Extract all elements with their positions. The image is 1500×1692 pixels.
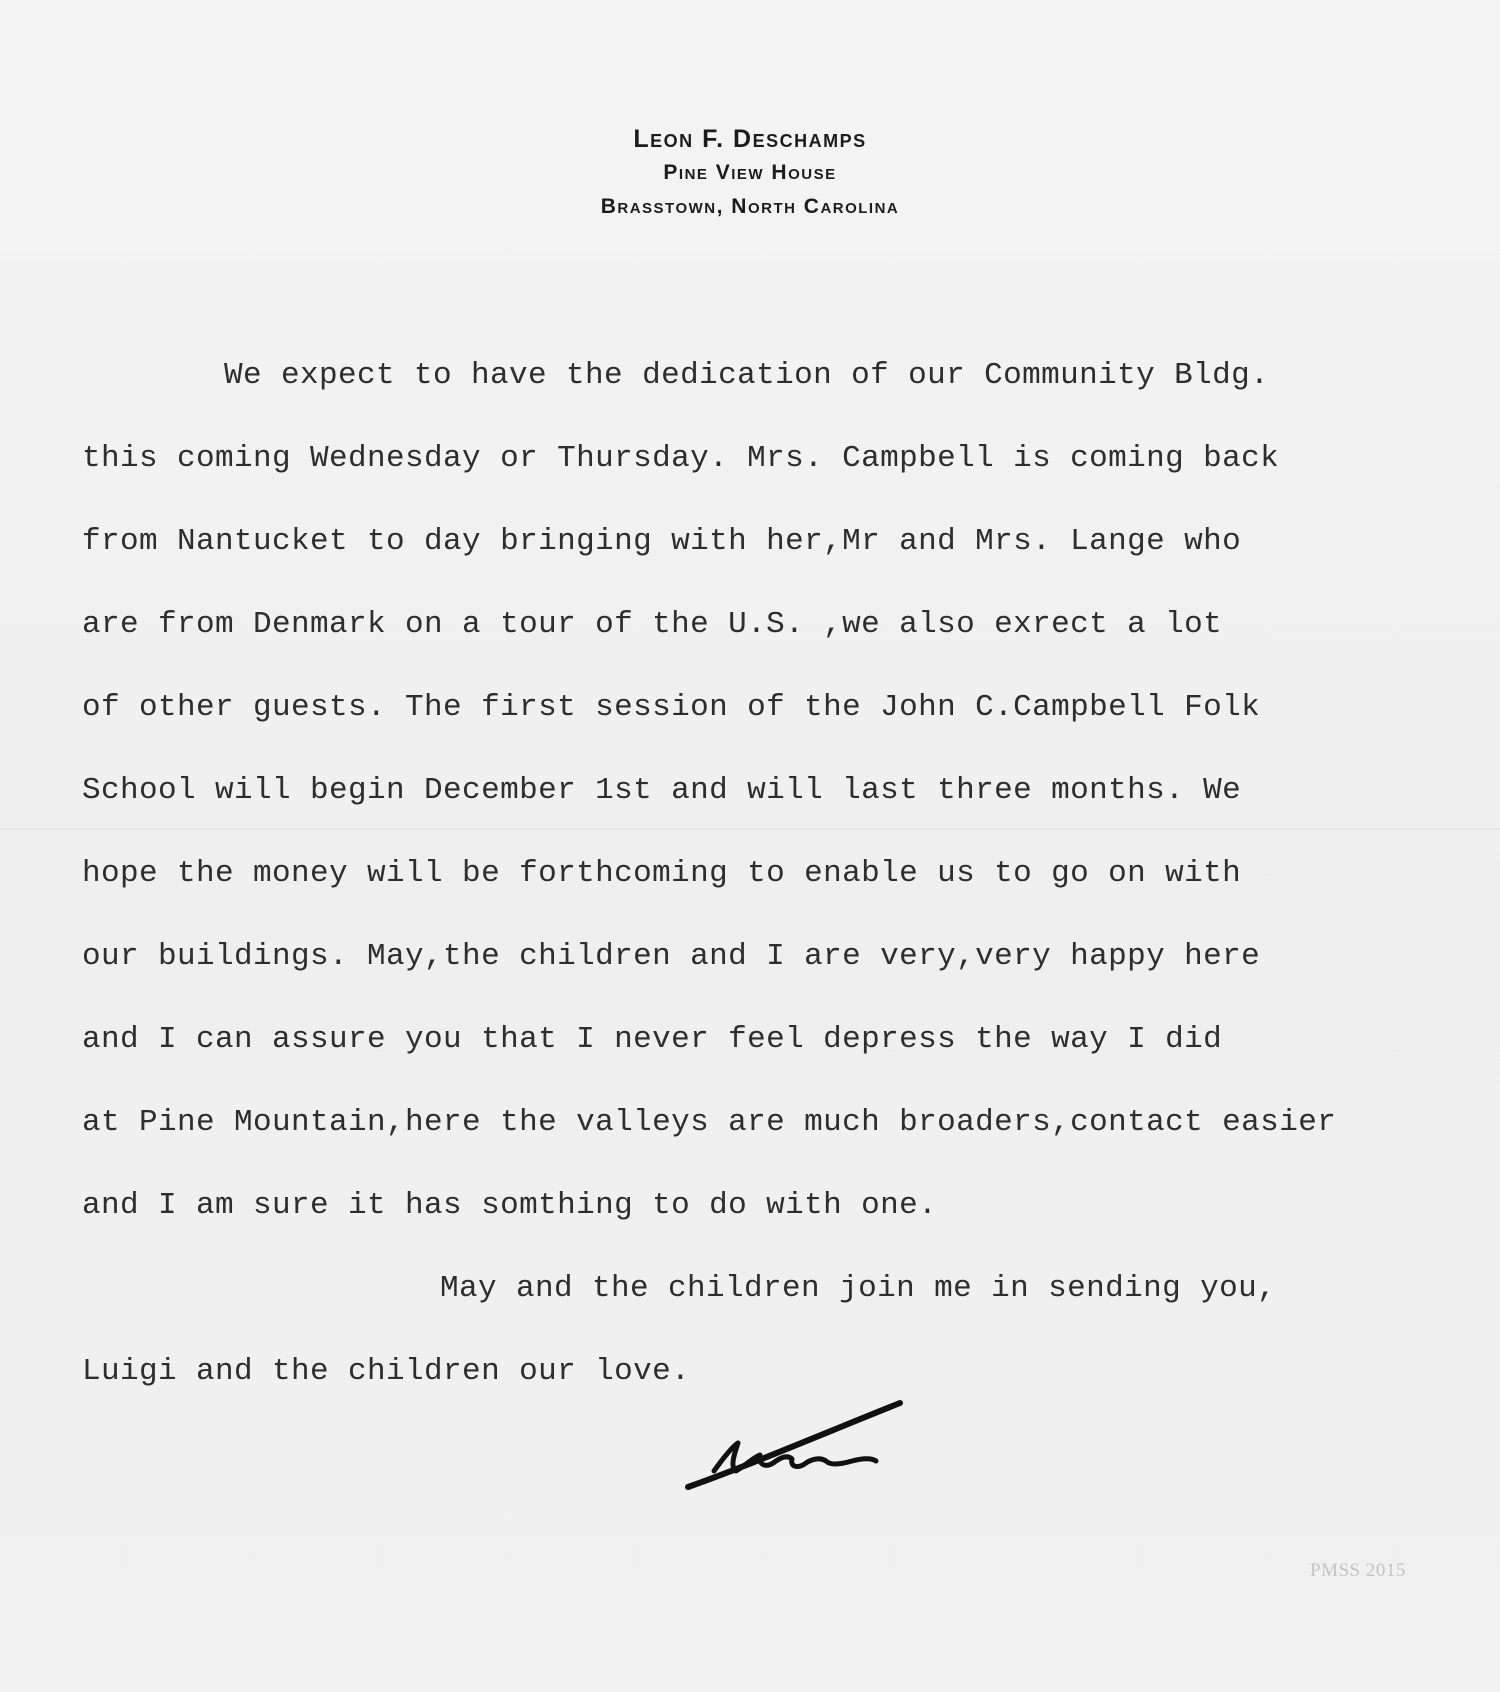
letter-line: Luigi and the children our love. (82, 1354, 691, 1389)
letterhead-location: Brasstown, North Carolina (600, 195, 900, 218)
letter-line: We expect to have the dedication of our Community Bldg. (224, 358, 1270, 393)
archive-watermark: PMSS 2015 (1310, 1560, 1406, 1581)
letter-line: of other guests. The first session of the John C.Campbell Folk (82, 690, 1261, 725)
letter-line: are from Denmark on a tour of the U.S. ,we also exrect a lot (82, 607, 1223, 642)
letter-line: and I am sure it has somthing to do with one. (82, 1188, 938, 1223)
paper-fold (0, 828, 1500, 830)
letterhead (0, 122, 1500, 224)
letter-line: May and the children join me in sending you, (440, 1271, 1277, 1306)
letter-line: and I can assure you that I never feel depress the way I did (82, 1022, 1223, 1057)
letter-line: at Pine Mountain,here the valleys are much broaders,contact easier (82, 1105, 1337, 1140)
letter-line: our buildings. May,the children and I are very,very happy here (82, 939, 1261, 974)
letter-line: from Nantucket to day bringing with her,Mr and Mrs. Lange who (82, 524, 1242, 559)
letter-line: this coming Wednesday or Thursday. Mrs. Campbell is coming back (82, 441, 1280, 476)
letterhead-house: Pine View House (663, 161, 837, 184)
letter-line: School will begin December 1st and will last three months. We (82, 773, 1242, 808)
handwritten-signature (680, 1395, 940, 1505)
letter-line: hope the money will be forthcoming to enable us to go on with (82, 856, 1242, 891)
letterhead-name: Leon F. Deschamps (633, 125, 867, 153)
